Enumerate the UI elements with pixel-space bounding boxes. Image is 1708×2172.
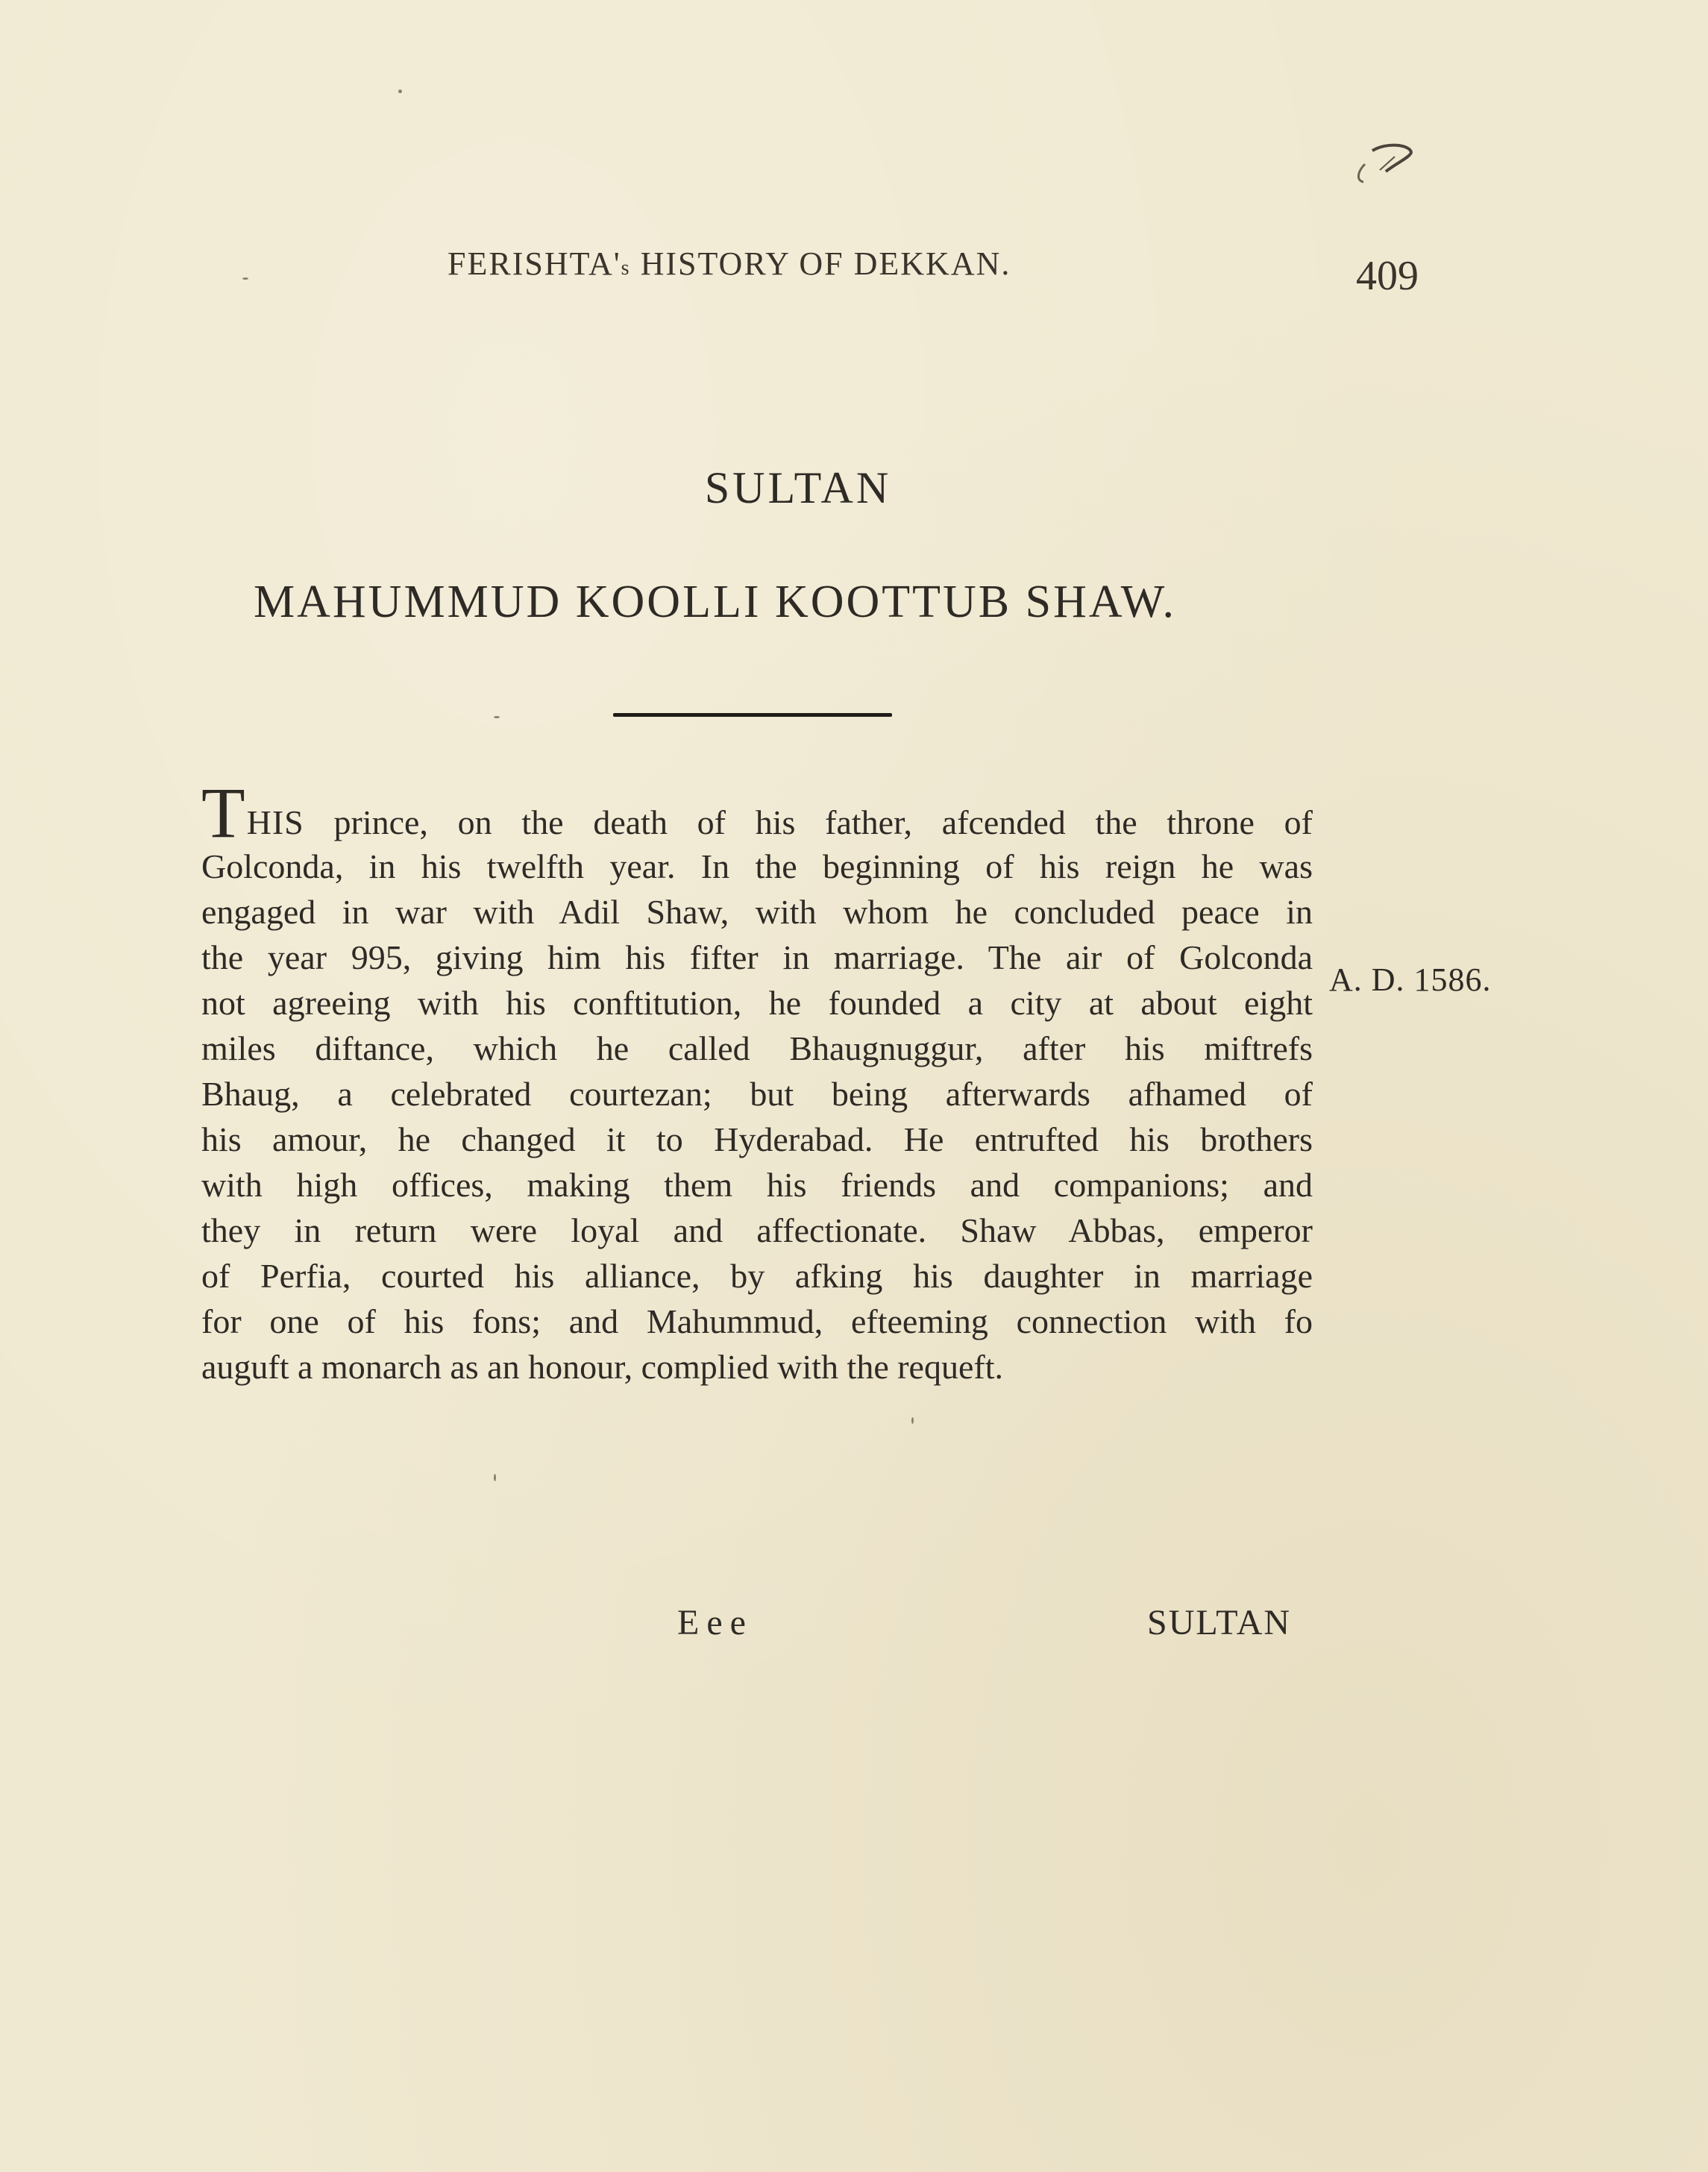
body-line: not agreeing with his conftitution, he founded a city at about eight: [201, 984, 1313, 1022]
body-line: the year 995, giving him his fifter in marriage. The air of Golconda: [201, 938, 1313, 976]
body-line: Golconda, in his twelfth year. In the beginning of his reign he was: [201, 847, 1313, 885]
body-line: with high offices, making them his friends and companions; and: [201, 1166, 1313, 1204]
pencil-annotation-mark: [1343, 134, 1425, 194]
title-rule: [613, 713, 892, 717]
paper-speck: [494, 716, 500, 718]
body-line: for one of his fons; and Mahummud, efteeming connection with fo: [201, 1302, 1313, 1340]
body-line: auguft a monarch as an honour, complied with the requeft.: [201, 1348, 1003, 1386]
body-line: his amour, he changed it to Hyderabad. He entrufted his brothers: [201, 1120, 1313, 1158]
body-line: engaged in war with Adil Shaw, with whom he concluded peace in: [201, 893, 1313, 931]
paper-speck: [398, 90, 402, 93]
body-line: THIS prince, on the death of his father, afcended the throne of: [201, 773, 1313, 853]
running-head: FERISHTA's HISTORY OF DEKKAN.: [448, 245, 1011, 282]
body-line: they in return were loyal and affectionate. Shaw Abbas, emperor: [201, 1211, 1313, 1249]
catchword: SULTAN: [1147, 1603, 1292, 1642]
chapter-title-line-2: MAHUMMUD KOOLLI KOOTTUB SHAW.: [254, 577, 1177, 627]
body-line: Bhaug, a celebrated courtezan; but being afterwards afhamed of: [201, 1075, 1313, 1113]
body-paragraph: [201, 773, 1313, 1390]
paper-speck: [911, 1417, 914, 1424]
signature-mark: Eee: [677, 1603, 753, 1642]
paper-speck: [242, 277, 248, 280]
body-line: miles diftance, which he called Bhaugnuggur, after his miftrefs: [201, 1029, 1313, 1067]
page-number: 409: [1356, 253, 1419, 299]
body-line: of Perfia, courted his alliance, by afking his daughter in marriage: [201, 1257, 1313, 1295]
chapter-title-line-1: SULTAN: [704, 463, 892, 512]
drop-cap: T: [201, 773, 245, 853]
paper-speck: [494, 1474, 496, 1481]
margin-date-note: A. D. 1586.: [1329, 961, 1492, 998]
